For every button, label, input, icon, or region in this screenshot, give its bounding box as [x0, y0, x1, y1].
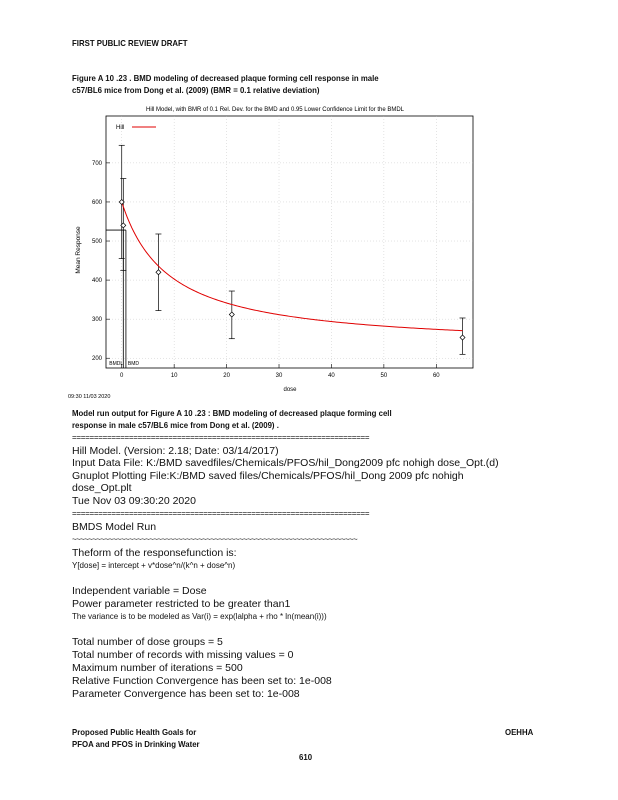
rule-equals-2: ==================================================================== — [72, 509, 370, 518]
plot-timestamp: 09:30 11/03 2020 — [68, 394, 111, 400]
x-tick-label: 50 — [380, 373, 388, 379]
figure-caption-line1: Figure A 10 .23 . BMD modeling of decreased plaque forming cell response in male — [72, 73, 379, 83]
draft-header: FIRST PUBLIC REVIEW DRAFT — [72, 38, 188, 48]
y-tick-label: 300 — [91, 317, 102, 324]
y-tick-label: 200 — [91, 356, 102, 363]
output-formula: Y[dose] = intercept + v*dose^n/(k^n + dose^n) — [72, 561, 236, 570]
y-tick-label: 500 — [91, 239, 102, 246]
output-independent-variable: Independent variable = Dose — [72, 585, 207, 597]
bmd-label: BMD — [127, 361, 140, 367]
data-point — [460, 335, 465, 340]
fit-curve — [122, 202, 463, 331]
output-gnuplot-file-cont: dose_Opt.plt — [72, 482, 132, 494]
bmdl-label: BMDL — [109, 361, 124, 367]
gridlines — [106, 116, 473, 368]
x-tick-label: 10 — [170, 373, 178, 379]
output-version: Hill Model. (Version: 2.18; Date: 03/14/2017) — [72, 445, 279, 457]
y-axis-label: Mean Response — [75, 226, 82, 274]
page-number: 610 — [299, 752, 313, 762]
hill-model-chart — [60, 100, 490, 400]
y-tick-label: 600 — [91, 199, 102, 206]
data-points — [119, 199, 465, 340]
footer-agency: OEHHA — [505, 727, 534, 737]
chart-title: Hill Model, with BMR of 0.1 Rel. Dev. for the BMD and 0.95 Lower Confidence Limit for the BMDL — [146, 107, 404, 113]
legend — [116, 125, 156, 131]
x-tick-label: 0 — [120, 373, 124, 379]
legend-label: Hill — [116, 125, 125, 131]
y-tick-label: 700 — [91, 160, 102, 167]
output-gnuplot-file: Gnuplot Plotting File:K:/BMD saved files/Chemicals/PFOS/hil_Dong 2009 pfc nohigh — [72, 470, 464, 482]
y-tick-label: 400 — [91, 278, 102, 285]
data-point — [229, 312, 234, 317]
plot-frame — [106, 116, 473, 368]
model-caption-line2: response in male c57/BL6 mice from Dong et al. (2009) . — [72, 420, 279, 430]
output-dose-groups: Total number of dose groups = 5 — [72, 636, 223, 648]
output-parameter-convergence: Parameter Convergence has been set to: 1e-008 — [72, 688, 300, 700]
output-power-parameter: Power parameter restricted to be greater than1 — [72, 598, 291, 610]
bmd-markers — [106, 230, 139, 368]
output-variance-model: The variance is to be modeled as Var(i) = exp(lalpha + rho * ln(mean(i))) — [72, 612, 327, 621]
x-axis-label: dose — [283, 387, 297, 393]
rule-tilde: ~~~~~~~~~~~~~~~~~~~~~~~~~~~~~~~~~~~~~~~~~~~~~~~~~~~~~~~~~~~~~~~~~~~~~~ — [72, 535, 358, 544]
footer-title-line1: Proposed Public Health Goals for — [72, 727, 197, 737]
axis-ticks — [92, 161, 440, 379]
output-input-file: Input Data File: K:/BMD savedfiles/Chemicals/PFOS/hil_Dong2009 pfc nohigh dose_Opt.(d) — [72, 457, 499, 469]
x-tick-label: 40 — [328, 373, 335, 379]
x-tick-label: 60 — [432, 373, 440, 379]
output-max-iterations: Maximum number of iterations = 500 — [72, 662, 243, 674]
figure-caption-line2: c57/BL6 mice from Dong et al. (2009) (BMR = 0.1 relative deviation) — [72, 85, 320, 95]
output-bmds-run: BMDS Model Run — [72, 521, 157, 533]
output-relative-convergence: Relative Function Convergence has been set to: 1e-008 — [72, 675, 332, 687]
model-caption-line1: Model run output for Figure A 10 .23 : BMD modeling of decreased plaque forming cell — [72, 408, 392, 418]
x-tick-label: 30 — [275, 373, 283, 379]
output-missing-records: Total number of records with missing values = 0 — [72, 649, 294, 661]
footer-title-line2: PFOA and PFOS in Drinking Water — [72, 739, 200, 749]
output-date: Tue Nov 03 09:30:20 2020 — [72, 495, 196, 507]
rule-equals-1: ==================================================================== — [72, 433, 370, 442]
output-form-heading: Theform of the responsefunction is: — [72, 547, 237, 559]
x-tick-label: 20 — [223, 373, 230, 379]
data-point — [156, 270, 161, 275]
error-bars — [119, 145, 466, 354]
